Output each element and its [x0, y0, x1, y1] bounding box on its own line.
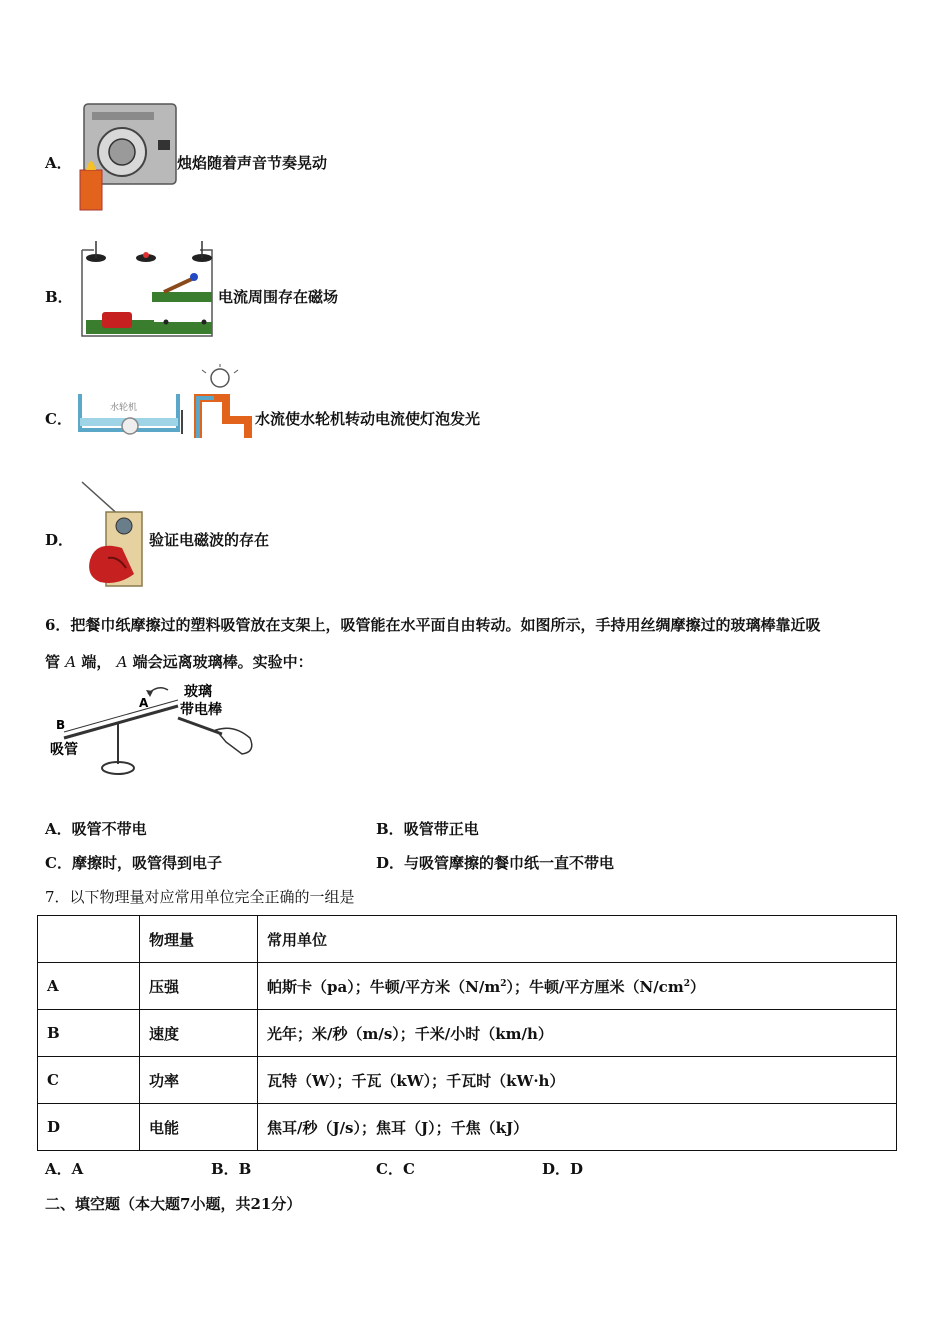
waterwheel-bulb-figure [74, 364, 254, 442]
units-table [37, 915, 897, 1151]
option-a-letter: A． [45, 154, 72, 172]
q7-answer-b[interactable]: B．B [211, 1160, 252, 1178]
row-quantity: 电能 [140, 1104, 258, 1151]
q7-answer-d[interactable]: D．D [542, 1160, 584, 1178]
option-a-text: 烛焰随着声音节奏晃动 [177, 154, 328, 172]
row-units: 焦耳/秒（J/s）；焦耳（J）；千焦（kJ） [258, 1104, 897, 1151]
q7-answer-a[interactable]: A．A [45, 1160, 84, 1178]
row-units: 帕斯卡（pa）；牛顿/平方米$(N/m^2)$；牛顿/平方厘米$(N/cm^2)$ [258, 963, 897, 1010]
table-row [38, 1057, 897, 1104]
option-c-text: 水流使水轮机转动电流使灯泡发光 [255, 410, 481, 428]
option-b-text: 电流周围存在磁场 [218, 288, 339, 306]
speaker-candle-figure [74, 100, 178, 212]
straw-label: 吸管 [50, 742, 78, 758]
rod-label-2: 带电棒 [180, 702, 222, 718]
q6-choice-d[interactable]: D．与吸管摩擦的餐巾纸一直不带电 [376, 854, 615, 872]
option-d-text: 验证电磁波的存在 [149, 531, 270, 549]
section-heading-fill-in: 二、填空题（本大题7小题，共21分） [45, 1195, 302, 1213]
q6-stem-line2: 管 A 端， A 端会远离玻璃棒。实验中： [45, 653, 313, 671]
option-d-letter: D． [45, 531, 74, 549]
radio-hand-figure [78, 478, 148, 590]
compass-circuit-figure [76, 236, 216, 342]
option-b-letter: B． [45, 288, 73, 306]
table-row [38, 963, 897, 1010]
row-label: A [38, 963, 140, 1010]
waterwheel-label: 水轮机 [110, 403, 138, 413]
q6-stem-line1: 6．把餐巾纸摩擦过的塑料吸管放在支架上，吸管能在水平面自由转动。如图所示，手持用丝绸摩擦过的玻璃棒靠近吸 [45, 616, 821, 634]
straw-end-a: A [139, 696, 149, 710]
row-quantity: 压强 [140, 963, 258, 1010]
q6-choice-a[interactable]: A．吸管不带电 [45, 820, 147, 838]
rod-label-1: 玻璃 [184, 684, 212, 700]
row-units: 瓦特（W）；千瓦（kW）；千瓦时（kW·h） [258, 1057, 897, 1104]
row-units: 光年；米/秒（m/s）；千米/小时（km/h） [258, 1010, 897, 1057]
option-c-letter: C． [45, 410, 72, 428]
header-cell-units: 常用单位 [258, 916, 897, 963]
q6-choice-b[interactable]: B．吸管带正电 [376, 820, 479, 838]
q7-stem: 7．以下物理量对应常用单位完全正确的一组是 [45, 888, 355, 906]
header-cell-label [38, 916, 140, 963]
straw-glass-rod-figure [46, 680, 262, 784]
row-label: B [38, 1010, 140, 1057]
row-quantity: 速度 [140, 1010, 258, 1057]
header-cell-quantity: 物理量 [140, 916, 258, 963]
q6-choice-c[interactable]: C．摩擦时，吸管得到电子 [45, 854, 222, 872]
table-row [38, 1104, 897, 1151]
row-quantity: 功率 [140, 1057, 258, 1104]
q7-answer-c[interactable]: C．C [376, 1160, 415, 1178]
table-header-row [38, 916, 897, 963]
row-label: D [38, 1104, 140, 1151]
straw-end-b: B [56, 718, 66, 732]
row-label: C [38, 1057, 140, 1104]
table-row [38, 1010, 897, 1057]
